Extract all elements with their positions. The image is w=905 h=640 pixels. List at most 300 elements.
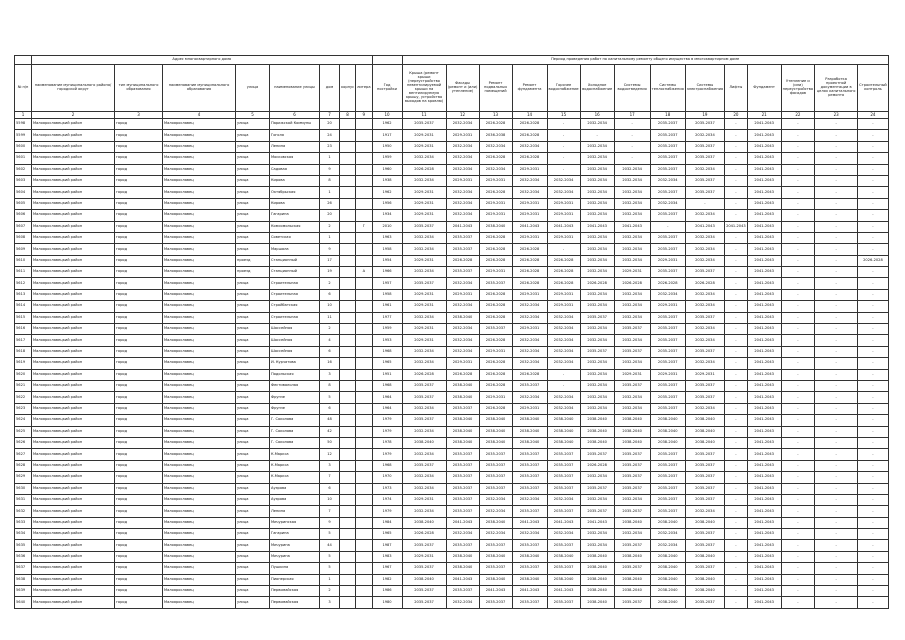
table-cell: 2032-2034	[580, 267, 614, 278]
table-cell: -	[815, 551, 858, 562]
table-cell: 2035-2037	[685, 153, 724, 164]
table-cell: 2032-2034	[614, 312, 650, 323]
table-cell: -	[781, 529, 814, 540]
table-cell: 2029-2031	[446, 289, 479, 300]
table-cell: улица	[236, 597, 270, 608]
column-number-row	[15, 112, 889, 119]
table-cell: 2035-2037	[512, 563, 547, 574]
table-cell: 2035-2037	[650, 403, 685, 414]
table-cell: 9	[320, 164, 340, 175]
column-number: 5	[236, 112, 270, 119]
column-header: Системы электроснабжения	[685, 65, 724, 112]
table-cell: -	[815, 597, 858, 608]
table-cell: 2026-2028	[479, 244, 512, 255]
column-header: корпус	[340, 65, 356, 112]
table-row	[15, 335, 889, 346]
table-cell	[340, 164, 356, 175]
table-cell	[340, 175, 356, 186]
table-cell: -	[781, 335, 814, 346]
table-cell: город	[115, 380, 163, 391]
table-cell: 2029-2031	[479, 210, 512, 221]
table-cell: 5640	[15, 597, 32, 608]
table-cell: 2041-2043	[747, 358, 781, 369]
table-cell	[356, 529, 372, 540]
table-cell: -	[725, 597, 748, 608]
table-cell: 1962	[372, 119, 402, 130]
table-cell: -	[815, 312, 858, 323]
table-cell: -	[781, 289, 814, 300]
table-cell: 2041-2043	[547, 517, 580, 528]
table-cell: -	[725, 517, 748, 528]
table-cell: 2026-2028	[402, 369, 446, 380]
table-cell: 2035-2037	[479, 597, 512, 608]
table-cell: 5615	[15, 312, 32, 323]
table-cell: 2038-2040	[580, 426, 614, 437]
table-cell: 1962	[372, 187, 402, 198]
table-row	[15, 301, 889, 312]
table-cell: 2035-2037	[650, 324, 685, 335]
table-cell	[340, 574, 356, 585]
table-row	[15, 267, 889, 278]
table-cell: 2029-2031	[685, 369, 724, 380]
table-cell: проезд	[236, 255, 270, 266]
table-cell: 2032-2034	[402, 346, 446, 357]
table-cell: 2038-2040	[547, 574, 580, 585]
table-cell	[340, 494, 356, 505]
table-cell: 2026-2028	[512, 153, 547, 164]
table-cell: 2035-2037	[547, 472, 580, 483]
table-cell: -	[725, 210, 748, 221]
table-cell: 2032-2034	[446, 346, 479, 357]
table-row	[15, 392, 889, 403]
table-cell: 2032-2034	[580, 119, 614, 130]
table-cell: 5636	[15, 551, 32, 562]
table-cell: 1980	[372, 597, 402, 608]
table-cell: 2035-2037	[547, 506, 580, 517]
table-cell: улица	[236, 358, 270, 369]
table-cell: 2035-2037	[614, 506, 650, 517]
table-cell: Малоярославец	[163, 449, 236, 460]
table-cell: улица	[236, 175, 270, 186]
table-cell: 2035-2037	[402, 540, 446, 551]
table-cell: 2032-2034	[580, 175, 614, 186]
table-cell: -	[725, 358, 748, 369]
table-cell: 2032-2034	[512, 358, 547, 369]
table-cell	[340, 586, 356, 597]
table-cell	[356, 255, 372, 266]
column-header: Утепление и (или) переустройство фасадов	[781, 65, 814, 112]
table-cell: 2026-2028	[512, 130, 547, 141]
column-number: 7	[320, 112, 340, 119]
table-cell: 1958	[372, 289, 402, 300]
column-number: 20	[725, 112, 748, 119]
table-cell: 2032-2034	[547, 392, 580, 403]
table-cell: Малоярославецкий район	[32, 346, 115, 357]
table-cell: 2035-2037	[614, 540, 650, 551]
table-cell: 2032-2034	[479, 529, 512, 540]
table-cell: 2038-2040	[614, 437, 650, 448]
table-cell: 2029-2031	[402, 301, 446, 312]
column-header: Строительный контроль	[858, 65, 889, 112]
table-cell: 2035-2037	[580, 346, 614, 357]
table-cell: 50	[320, 437, 340, 448]
table-cell: 2041-2043	[446, 517, 479, 528]
table-cell: -	[781, 517, 814, 528]
table-cell: 2032-2034	[547, 175, 580, 186]
table-cell: 2029-2031	[479, 175, 512, 186]
table-row	[15, 141, 889, 152]
table-cell: Малоярославецкий район	[32, 574, 115, 585]
table-cell: -	[815, 221, 858, 232]
table-cell: 2032-2034	[547, 494, 580, 505]
table-cell: 17	[320, 255, 340, 266]
table-cell: город	[115, 301, 163, 312]
table-cell: -	[781, 540, 814, 551]
address-group-header: Адрес многоквартирного дома	[32, 56, 373, 65]
table-cell: 2041-2043	[747, 221, 781, 232]
table-cell: 2035-2037	[512, 460, 547, 471]
table-cell: Подольская	[270, 369, 320, 380]
table-cell: 2041-2043	[747, 426, 781, 437]
table-cell: 2032-2034	[580, 472, 614, 483]
table-cell: -	[725, 483, 748, 494]
table-cell: 2035-2037	[547, 597, 580, 608]
column-number: 13	[479, 112, 512, 119]
table-cell: 2	[320, 221, 340, 232]
table-cell: город	[115, 494, 163, 505]
table-cell: Малоярославецкий район	[32, 335, 115, 346]
table-cell: 2035-2037	[614, 380, 650, 391]
table-cell: -	[725, 494, 748, 505]
table-cell: 2041-2043	[747, 586, 781, 597]
table-cell: Гоголя	[270, 130, 320, 141]
table-cell: 2035-2037	[614, 483, 650, 494]
table-cell: Малоярославец	[163, 483, 236, 494]
table-cell: 2032-2034	[402, 426, 446, 437]
table-cell: Малоярославец	[163, 198, 236, 209]
table-cell: 5607	[15, 221, 32, 232]
table-cell: -	[725, 540, 748, 551]
table-cell: 8	[320, 175, 340, 186]
table-cell: 2035-2037	[614, 460, 650, 471]
table-cell: 2038-2040	[650, 597, 685, 608]
table-cell: 1967	[372, 563, 402, 574]
table-cell: -	[858, 244, 889, 255]
table-cell: 2038-2040	[650, 551, 685, 562]
table-cell: улица	[236, 472, 270, 483]
table-cell: 2035-2037	[685, 267, 724, 278]
table-cell: -	[725, 164, 748, 175]
table-cell: 1960	[372, 164, 402, 175]
table-cell: 2032-2034	[512, 175, 547, 186]
table-cell: Малоярославецкий район	[32, 358, 115, 369]
table-cell: 2041-2043	[747, 415, 781, 426]
table-cell: 2032-2034	[685, 244, 724, 255]
table-cell: 2032-2034	[580, 380, 614, 391]
table-cell: Малоярославецкий район	[32, 301, 115, 312]
table-cell: 3	[320, 369, 340, 380]
table-cell: -	[858, 278, 889, 289]
table-cell: 2032-2034	[685, 358, 724, 369]
table-cell: 2035-2037	[446, 449, 479, 460]
table-cell: 1	[320, 574, 340, 585]
table-cell: 2032-2034	[547, 324, 580, 335]
table-cell: Малоярославец	[163, 267, 236, 278]
table-cell: 19	[320, 267, 340, 278]
table-cell: 2035-2037	[650, 210, 685, 221]
table-cell: -	[725, 198, 748, 209]
table-cell: 2035-2037	[402, 380, 446, 391]
table-cell: 2035-2037	[614, 346, 650, 357]
column-number: 17	[614, 112, 650, 119]
table-row	[15, 574, 889, 585]
column-number: 16	[580, 112, 614, 119]
table-cell: 1970	[372, 472, 402, 483]
column-number: 12	[446, 112, 479, 119]
table-cell: -	[781, 506, 814, 517]
table-cell: город	[115, 472, 163, 483]
table-cell: 3	[320, 460, 340, 471]
table-cell: 2032-2034	[614, 301, 650, 312]
column-number: 4	[163, 112, 236, 119]
table-cell: улица	[236, 540, 270, 551]
table-cell: Пушкина	[270, 563, 320, 574]
table-cell: 1954	[372, 255, 402, 266]
table-cell: 2035-2037	[479, 540, 512, 551]
table-cell: -	[858, 494, 889, 505]
table-cell: город	[115, 415, 163, 426]
table-cell: улица	[236, 437, 270, 448]
table-cell: 2	[320, 278, 340, 289]
table-cell: 2038-2040	[685, 437, 724, 448]
table-cell: 2032-2034	[547, 187, 580, 198]
table-cell: город	[115, 187, 163, 198]
table-cell: 2041-2043	[747, 346, 781, 357]
table-cell: 1956	[372, 198, 402, 209]
table-cell: Строительная	[270, 312, 320, 323]
table-cell: -	[614, 130, 650, 141]
table-cell: 2038-2040	[479, 426, 512, 437]
table-cell: И. Курчатова	[270, 358, 320, 369]
table-cell: 2035-2037	[547, 563, 580, 574]
table-cell	[356, 392, 372, 403]
table-cell: город	[115, 358, 163, 369]
table-cell: город	[115, 130, 163, 141]
table-cell: 2032-2034	[614, 175, 650, 186]
table-cell: город	[115, 175, 163, 186]
table-cell	[340, 267, 356, 278]
table-cell: 2032-2034	[512, 346, 547, 357]
table-cell	[356, 198, 372, 209]
table-cell	[340, 255, 356, 266]
table-cell: Строительная	[270, 278, 320, 289]
table-cell: Малоярославецкий район	[32, 175, 115, 186]
table-cell: 2035-2037	[446, 540, 479, 551]
table-cell: 2032-2034	[547, 312, 580, 323]
table-cell: -	[781, 324, 814, 335]
table-row	[15, 506, 889, 517]
table-cell: город	[115, 221, 163, 232]
table-cell: 2038-2040	[685, 551, 724, 562]
table-cell: 2041-2043	[747, 198, 781, 209]
table-cell: -	[725, 153, 748, 164]
table-cell: Фестивальная	[270, 380, 320, 391]
column-number: 21	[747, 112, 781, 119]
table-row	[15, 346, 889, 357]
table-cell: 26	[320, 198, 340, 209]
table-cell: -	[781, 119, 814, 130]
table-cell: Малоярославецкий район	[32, 437, 115, 448]
table-cell: 1965	[372, 358, 402, 369]
table-cell: 2038-2040	[402, 437, 446, 448]
column-number: 24	[858, 112, 889, 119]
table-cell: Малоярославецкий район	[32, 540, 115, 551]
table-row	[15, 426, 889, 437]
table-cell: 2041-2043	[685, 221, 724, 232]
table-cell: 2032-2034	[479, 506, 512, 517]
table-cell: Малоярославецкий район	[32, 221, 115, 232]
table-cell: 2029-2031	[547, 210, 580, 221]
table-cell: -	[815, 415, 858, 426]
table-cell: -	[815, 460, 858, 471]
column-header: дом	[320, 65, 340, 112]
table-cell: Мичурина	[270, 540, 320, 551]
table-cell: 5	[320, 563, 340, 574]
column-number: 9	[356, 112, 372, 119]
table-cell	[340, 597, 356, 608]
table-cell: 2029-2031	[402, 494, 446, 505]
table-cell: Малоярославецкий район	[32, 472, 115, 483]
table-cell: 2032-2034	[512, 335, 547, 346]
table-cell: -	[858, 426, 889, 437]
table-cell: город	[115, 460, 163, 471]
table-cell: 2029-2031	[512, 210, 547, 221]
table-cell: 2032-2034	[580, 529, 614, 540]
table-cell: 2038-2040	[580, 551, 614, 562]
column-header: Системы водоотведения	[614, 65, 650, 112]
table-cell: 2036-2038	[479, 130, 512, 141]
table-cell: Мичурина	[270, 551, 320, 562]
table-row	[15, 198, 889, 209]
table-cell: 2032-2034	[685, 301, 724, 312]
table-cell: -	[781, 187, 814, 198]
table-cell: 2035-2037	[446, 244, 479, 255]
table-cell: город	[115, 437, 163, 448]
table-cell: -	[815, 472, 858, 483]
table-cell: Малоярославец	[163, 164, 236, 175]
table-cell: 2032-2034	[580, 255, 614, 266]
table-cell: Малоярославец	[163, 392, 236, 403]
table-cell: -	[781, 267, 814, 278]
table-cell: 5618	[15, 346, 32, 357]
table-cell: 2032-2034	[402, 153, 446, 164]
column-number: 19	[685, 112, 724, 119]
table-cell: Малоярославец	[163, 221, 236, 232]
table-cell: 2032-2034	[547, 346, 580, 357]
table-cell: Малоярославецкий район	[32, 460, 115, 471]
table-cell: 1979	[372, 449, 402, 460]
table-cell: 2035-2037	[402, 119, 446, 130]
column-header: Фундамент	[747, 65, 781, 112]
table-cell	[356, 494, 372, 505]
table-cell: -	[815, 574, 858, 585]
table-cell: -	[685, 198, 724, 209]
table-cell	[356, 141, 372, 152]
table-cell: 5613	[15, 289, 32, 300]
table-cell: 5621	[15, 380, 32, 391]
table-cell: 2038-2040	[685, 517, 724, 528]
table-cell: 2035-2037	[685, 312, 724, 323]
table-cell	[340, 540, 356, 551]
table-cell: -	[781, 232, 814, 243]
table-cell: 2035-2037	[580, 449, 614, 460]
table-cell: 12	[320, 449, 340, 460]
table-cell: 2038-2040	[446, 380, 479, 391]
table-cell: 2035-2037	[650, 232, 685, 243]
table-cell: А	[356, 267, 372, 278]
table-cell: 2041-2043	[747, 187, 781, 198]
table-cell: 2041-2043	[747, 506, 781, 517]
table-row	[15, 130, 889, 141]
table-cell: 2032-2034	[580, 198, 614, 209]
table-cell: 2032-2034	[650, 540, 685, 551]
table-cell: -	[858, 267, 889, 278]
table-cell: 2035-2037	[650, 494, 685, 505]
table-cell: город	[115, 312, 163, 323]
table-cell: -	[781, 551, 814, 562]
table-cell: 1979	[372, 506, 402, 517]
table-cell	[340, 517, 356, 528]
table-cell: 2026-2028	[614, 278, 650, 289]
table-cell: 2035-2037	[446, 460, 479, 471]
table-cell: 2032-2034	[479, 141, 512, 152]
table-cell: город	[115, 597, 163, 608]
table-cell: -	[547, 153, 580, 164]
table-cell: 2041-2043	[725, 221, 748, 232]
table-cell: -	[725, 392, 748, 403]
table-cell: 2041-2043	[747, 472, 781, 483]
table-cell: 44	[320, 540, 340, 551]
table-row	[15, 255, 889, 266]
table-cell: 2041-2043	[446, 574, 479, 585]
table-cell: -	[725, 255, 748, 266]
table-cell: -	[781, 460, 814, 471]
table-cell: 2038-2040	[580, 597, 614, 608]
table-body	[15, 119, 889, 609]
table-cell: 2032-2034	[614, 244, 650, 255]
table-cell: -	[725, 551, 748, 562]
table-cell: 2035-2037	[580, 483, 614, 494]
table-cell: 2032-2034	[580, 540, 614, 551]
table-cell	[356, 380, 372, 391]
table-cell: 2035-2037	[479, 278, 512, 289]
table-cell: 6	[320, 483, 340, 494]
table-cell: 2032-2034	[580, 358, 614, 369]
table-cell: -	[815, 278, 858, 289]
table-cell: 1	[320, 153, 340, 164]
table-cell: -	[725, 574, 748, 585]
table-cell: -	[815, 187, 858, 198]
table-cell	[340, 187, 356, 198]
table-cell: -	[858, 175, 889, 186]
table-cell: 2035-2037	[650, 153, 685, 164]
table-cell	[356, 278, 372, 289]
table-cell: 10	[320, 494, 340, 505]
column-header: № п/п	[15, 65, 32, 112]
table-cell	[356, 153, 372, 164]
table-cell: -	[858, 130, 889, 141]
table-cell: 1957	[372, 278, 402, 289]
